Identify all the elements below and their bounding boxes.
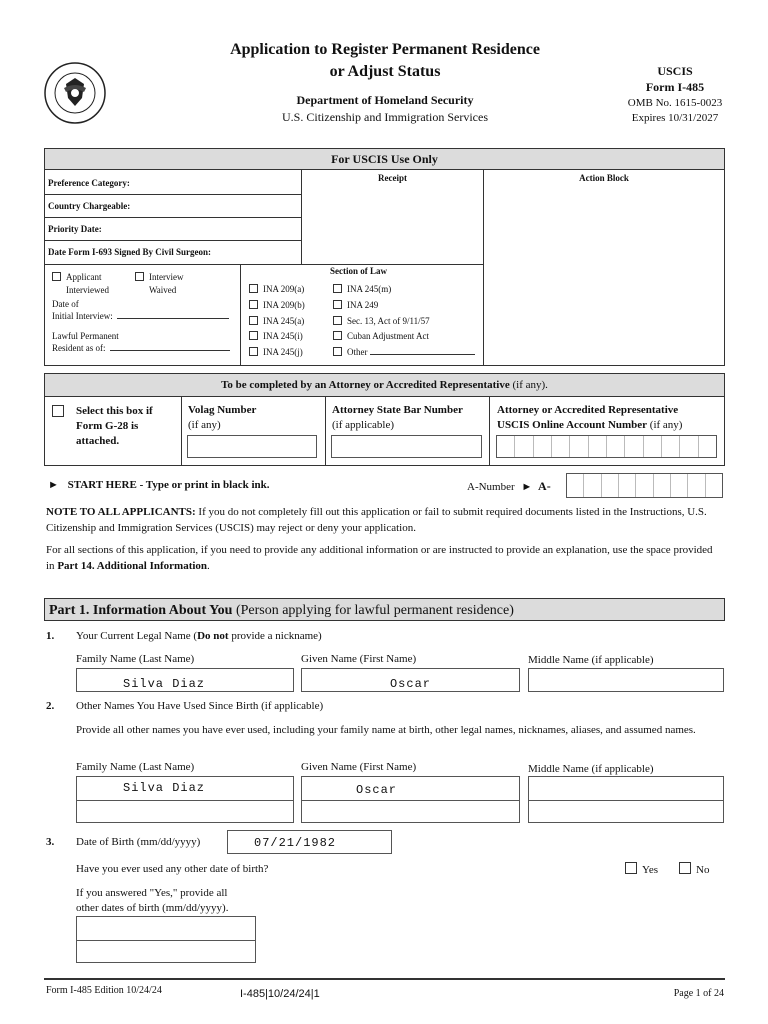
sec13-option[interactable]: Sec. 13, Act of 9/11/57	[333, 314, 475, 330]
anumber-input[interactable]	[566, 473, 723, 498]
q2-middle-label: Middle Name (if applicable)	[528, 763, 654, 775]
ina-209a-option[interactable]: INA 209(a)	[249, 282, 305, 298]
q2-given-name-input-1[interactable]: Oscar	[302, 777, 519, 801]
section-of-law-right	[333, 282, 475, 361]
other-dob-inputs	[76, 916, 256, 963]
lawful-permanent-resident-date: Lawful Permanent Resident as of:	[52, 330, 230, 354]
ina-245a-option[interactable]: INA 245(a)	[249, 314, 305, 330]
dhs-seal	[44, 62, 106, 124]
interview-waived-checkbox[interactable]	[135, 272, 144, 281]
other-law-checkbox[interactable]	[333, 347, 342, 356]
arrow-right-icon: ►	[48, 479, 59, 491]
q3-text: Date of Birth (mm/dd/yyyy)	[76, 836, 201, 848]
other-dob-yes-option[interactable]: Yes	[625, 862, 658, 876]
q1-given-name-input[interactable]: Oscar	[301, 668, 520, 692]
bar-number-label: Attorney State Bar Number (if applicable)	[332, 404, 463, 431]
start-here: ► START HERE - Type or print in black ink.	[48, 479, 270, 491]
arrow-right-icon: ►	[521, 481, 533, 493]
ina-245m-checkbox[interactable]	[333, 284, 342, 293]
ina-245j-option[interactable]: INA 245(j)	[249, 345, 305, 361]
ina-245i-option[interactable]: INA 245(i)	[249, 329, 305, 345]
other-dob-input-2[interactable]	[77, 941, 255, 963]
interview-waived-option[interactable]: Interview Waived	[135, 271, 183, 297]
omb-number: OMB No. 1615-0023	[627, 97, 723, 109]
footer-page-number: Page 1 of 24	[673, 988, 724, 999]
q2-middle-name-input-2[interactable]	[529, 801, 723, 823]
preference-category-label: Preference Category:	[48, 178, 130, 188]
ina-249-checkbox[interactable]	[333, 300, 342, 309]
q1-middle-name-input[interactable]	[528, 668, 724, 692]
agency-name: U.S. Citizenship and Immigration Services	[282, 110, 488, 124]
ina-245i-checkbox[interactable]	[249, 331, 258, 340]
q2-given-names	[301, 776, 520, 823]
volag-number-input[interactable]	[187, 435, 317, 458]
attorney-block-title: To be completed by an Attorney or Accredited Representative (if any).	[45, 374, 724, 397]
expiration-date: Expires 10/31/2027	[631, 112, 719, 124]
uscis-use-title: For USCIS Use Only	[45, 149, 724, 170]
q2-family-name-input-2[interactable]	[77, 801, 293, 823]
form-number: Form I-485	[645, 80, 705, 94]
q1-given-label: Given Name (First Name)	[301, 653, 417, 665]
date-i693-label: Date Form I-693 Signed By Civil Surgeon:	[48, 247, 211, 257]
ina-209b-option[interactable]: INA 209(b)	[249, 298, 305, 314]
volag-label: Volag Number (if any)	[188, 404, 257, 431]
section-of-law-label: Section of Law	[330, 266, 387, 276]
department-name: Department of Homeland Security	[296, 93, 474, 107]
q2-given-name-input-2[interactable]	[302, 801, 519, 823]
form-title-line2: or Adjust Status	[329, 63, 441, 80]
q1-text: Your Current Legal Name (Do not provide a nickname)	[76, 630, 322, 642]
other-dob-yes-checkbox[interactable]	[625, 862, 637, 874]
receipt-label: Receipt	[378, 173, 407, 183]
cuban-adjustment-checkbox[interactable]	[333, 331, 342, 340]
ina-249-option[interactable]: INA 249	[333, 298, 475, 314]
ina-245j-checkbox[interactable]	[249, 347, 258, 356]
applicant-interviewed-option[interactable]: Applicant Interviewed	[52, 271, 109, 297]
g28-checkbox[interactable]	[52, 405, 64, 417]
other-law-option[interactable]: Other	[333, 345, 475, 361]
q2-number: 2.	[46, 700, 55, 712]
ina-245m-option[interactable]: INA 245(m)	[333, 282, 475, 298]
q3-other-dob-question: Have you ever used any other date of birth?	[76, 863, 269, 875]
date-initial-interview: Date of Initial Interview:	[52, 298, 229, 322]
ina-209b-checkbox[interactable]	[249, 300, 258, 309]
applicant-interviewed-checkbox[interactable]	[52, 272, 61, 281]
uscis-label: USCIS	[657, 64, 693, 78]
q2-description: Provide all other names you have ever used, including your family name at birth, other legal names, nicknames, aliases, and assumed names.	[76, 724, 696, 736]
form-title-line1: Application to Register Permanent Residence	[230, 41, 540, 58]
footer-barcode-text: I-485|10/24/24|1	[240, 988, 320, 1000]
q1-middle-label: Middle Name (if applicable)	[528, 654, 654, 666]
other-dob-no-checkbox[interactable]	[679, 862, 691, 874]
q2-given-label: Given Name (First Name)	[301, 761, 417, 773]
dhs-seal-icon	[44, 62, 106, 124]
q2-family-label: Family Name (Last Name)	[76, 761, 195, 773]
q2-text: Other Names You Have Used Since Birth (if applicable)	[76, 700, 324, 712]
bar-number-input[interactable]	[331, 435, 482, 458]
ina-209a-checkbox[interactable]	[249, 284, 258, 293]
date-of-birth-input[interactable]: 07/21/1982	[227, 830, 392, 854]
additional-info-note: For all sections of this application, if you need to provide any additional information or are instructed to provide an explanation, use the space provided in Part 14. Additional Information.	[46, 544, 713, 572]
q1-family-name-input[interactable]: Silva Diaz	[76, 668, 294, 692]
rep-account-input[interactable]	[496, 435, 717, 458]
priority-date-label: Priority Date:	[48, 224, 102, 234]
action-block-label: Action Block	[579, 173, 629, 183]
q3-if-yes-label: If you answered "Yes," provide all other dates of birth (mm/dd/yyyy).	[76, 887, 229, 914]
footer-edition: Form I-485 Edition 10/24/24	[46, 985, 162, 996]
cuban-adjustment-option[interactable]: Cuban Adjustment Act	[333, 329, 475, 345]
q3-number: 3.	[46, 836, 55, 848]
q1-number: 1.	[46, 630, 55, 642]
other-dob-input-1[interactable]	[77, 917, 255, 941]
q2-middle-name-input-1[interactable]	[529, 777, 723, 801]
other-dob-no-option[interactable]: No	[679, 862, 709, 876]
sec13-checkbox[interactable]	[333, 316, 342, 325]
q2-middle-names	[528, 776, 724, 823]
ina-245a-checkbox[interactable]	[249, 316, 258, 325]
q2-family-names	[76, 776, 294, 823]
anumber-label: A-Number ► A-	[467, 479, 551, 493]
q1-family-label: Family Name (Last Name)	[76, 653, 195, 665]
note-to-applicants: NOTE TO ALL APPLICANTS: If you do not completely fill out this application or fail to submit required documents listed in the Instructions, U.S. Citizenship and Immigration Services (USCIS) may reject or deny your application.	[46, 506, 707, 534]
q2-family-name-input-1[interactable]: Silva Diaz	[77, 777, 293, 801]
rep-account-label: Attorney or Accredited Representative USCIS Online Account Number (if any)	[497, 404, 683, 431]
section-of-law-left	[249, 282, 305, 361]
country-chargeable-label: Country Chargeable:	[48, 201, 131, 211]
part1-header: Part 1. Information About You (Person applying for lawful permanent residence)	[44, 598, 725, 621]
